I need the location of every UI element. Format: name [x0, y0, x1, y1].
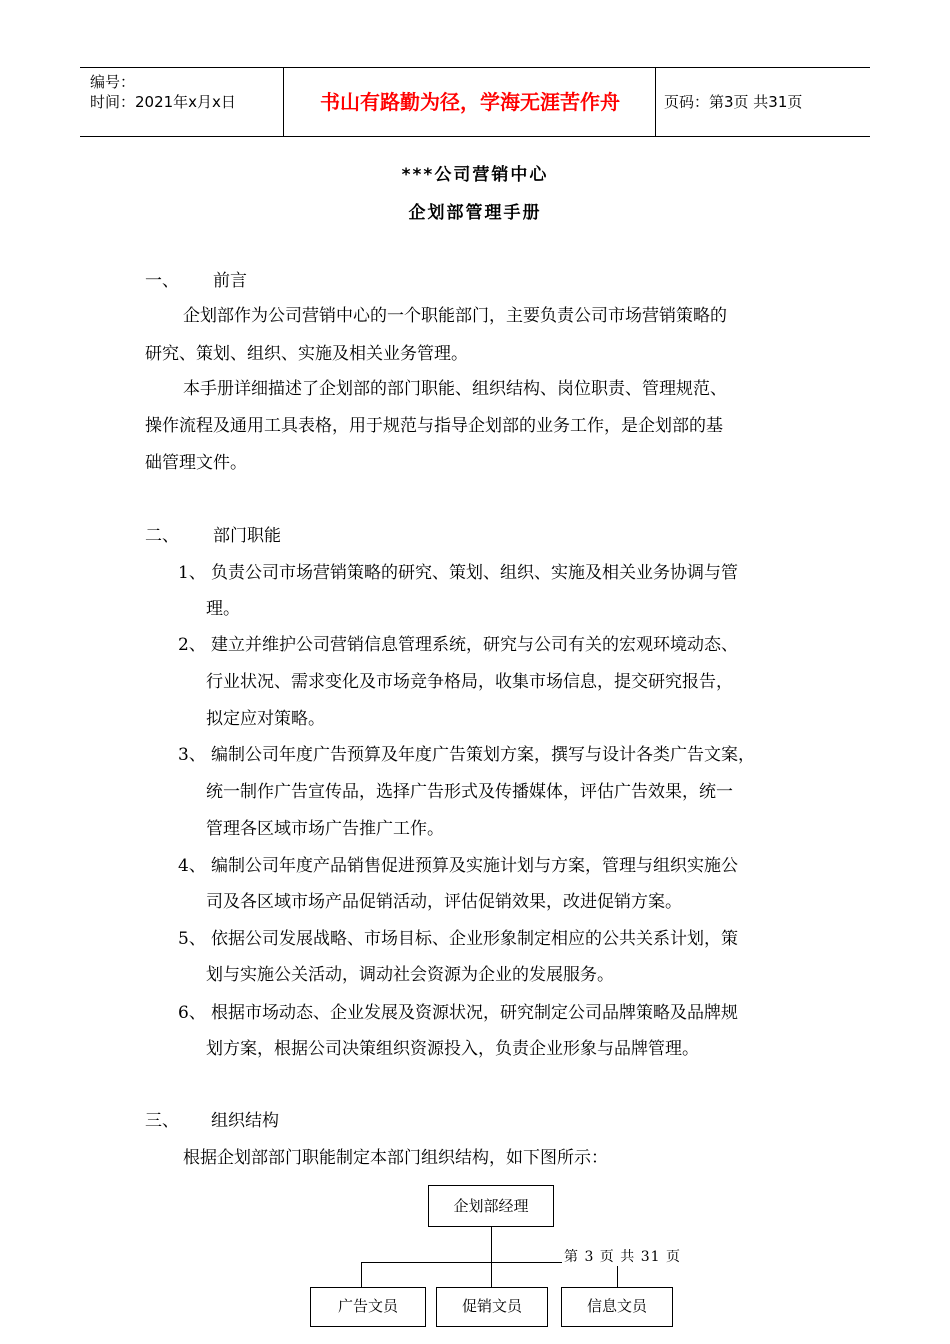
- section-heading: 部门职能: [213, 526, 281, 546]
- list-item-line: 负责公司市场营销策略的研究、策划、组织、实施及相关业务协调与管: [211, 563, 738, 583]
- paragraph-line: 操作流程及通用工具表格，用于规范与指导企划部的业务工作，是企划部的基: [145, 416, 723, 436]
- list-item-line: 理。: [206, 599, 240, 619]
- org-connector: [491, 1262, 492, 1287]
- list-item-line: 编制公司年度产品销售促进预算及实施计划与方案，管理与组织实施公: [211, 856, 738, 876]
- org-box-manager: 企划部经理: [428, 1185, 554, 1227]
- list-item-line: 统一制作广告宣传品，选择广告形式及传播媒体，评估广告效果，统一: [206, 782, 733, 802]
- list-item-line: 根据市场动态、企业发展及资源状况，研究制定公司品牌策略及品牌规: [211, 1003, 738, 1023]
- document-subtitle: 企划部管理手册: [408, 203, 542, 223]
- list-item-line: 管理各区域市场广告推广工作。: [206, 819, 444, 839]
- list-item-line: 拟定应对策略。: [206, 709, 325, 729]
- list-item-line: 行业状况、需求变化及市场竞争格局，收集市场信息，提交研究报告，: [206, 672, 733, 692]
- paragraph-line: 础管理文件。: [145, 453, 247, 473]
- section-heading-number: 一、: [145, 271, 179, 291]
- org-connector: [361, 1262, 362, 1287]
- org-box-ad-clerk: 广告文员: [310, 1287, 426, 1327]
- section-heading: 组织结构: [211, 1111, 279, 1131]
- list-item-line: 划方案，根据公司决策组织资源投入，负责企业形象与品牌管理。: [206, 1039, 699, 1059]
- list-item-line: 依据公司发展战略、市场目标、企业形象制定相应的公共关系计划，策: [211, 929, 738, 949]
- page-footer: 第 3 页 共 31 页: [562, 1246, 683, 1266]
- section-heading: 前言: [213, 271, 247, 291]
- list-item-number: 2、: [178, 635, 206, 655]
- list-item-number: 4、: [178, 856, 206, 876]
- header-divider: [655, 68, 656, 136]
- page-header: [80, 67, 870, 137]
- list-item-line: 建立并维护公司营销信息管理系统，研究与公司有关的宏观环境动态、: [211, 635, 738, 655]
- list-item-number: 1、: [178, 563, 206, 583]
- document-title: ***公司营销中心: [401, 165, 549, 185]
- org-box-info-clerk: 信息文员: [561, 1287, 673, 1327]
- header-page-info: 页码：第3页 共31页: [664, 93, 803, 111]
- paragraph-line: 研究、策划、组织、实施及相关业务管理。: [145, 344, 468, 364]
- header-motto: 书山有路勤为径，学海无涯苦作舟: [320, 90, 620, 114]
- list-item-number: 5、: [178, 929, 206, 949]
- paragraph-line: 企划部作为公司营销中心的一个职能部门，主要负责公司市场营销策略的: [183, 306, 727, 326]
- list-item-line: 编制公司年度广告预算及年度广告策划方案，撰写与设计各类广告文案，: [211, 745, 755, 765]
- org-connector: [491, 1226, 492, 1262]
- section-heading-number: 二、: [145, 526, 179, 546]
- org-box-promo-clerk: 促销文员: [436, 1287, 548, 1327]
- paragraph-line: 根据企划部部门职能制定本部门组织结构，如下图所示：: [183, 1148, 608, 1168]
- header-meta: [90, 72, 236, 112]
- list-item-line: 划与实施公关活动，调动社会资源为企业的发展服务。: [206, 965, 614, 985]
- section-heading-number: 三、: [145, 1111, 179, 1131]
- document-date: 时间：2021年x月x日: [90, 93, 236, 111]
- list-item-line: 司及各区域市场产品促销活动，评估促销效果，改进促销方案。: [206, 892, 682, 912]
- list-item-number: 6、: [178, 1003, 206, 1023]
- paragraph-line: 本手册详细描述了企划部的部门职能、组织结构、岗位职责、管理规范、: [183, 379, 727, 399]
- document-number-label: 编号：: [90, 73, 136, 91]
- list-item-number: 3、: [178, 745, 206, 765]
